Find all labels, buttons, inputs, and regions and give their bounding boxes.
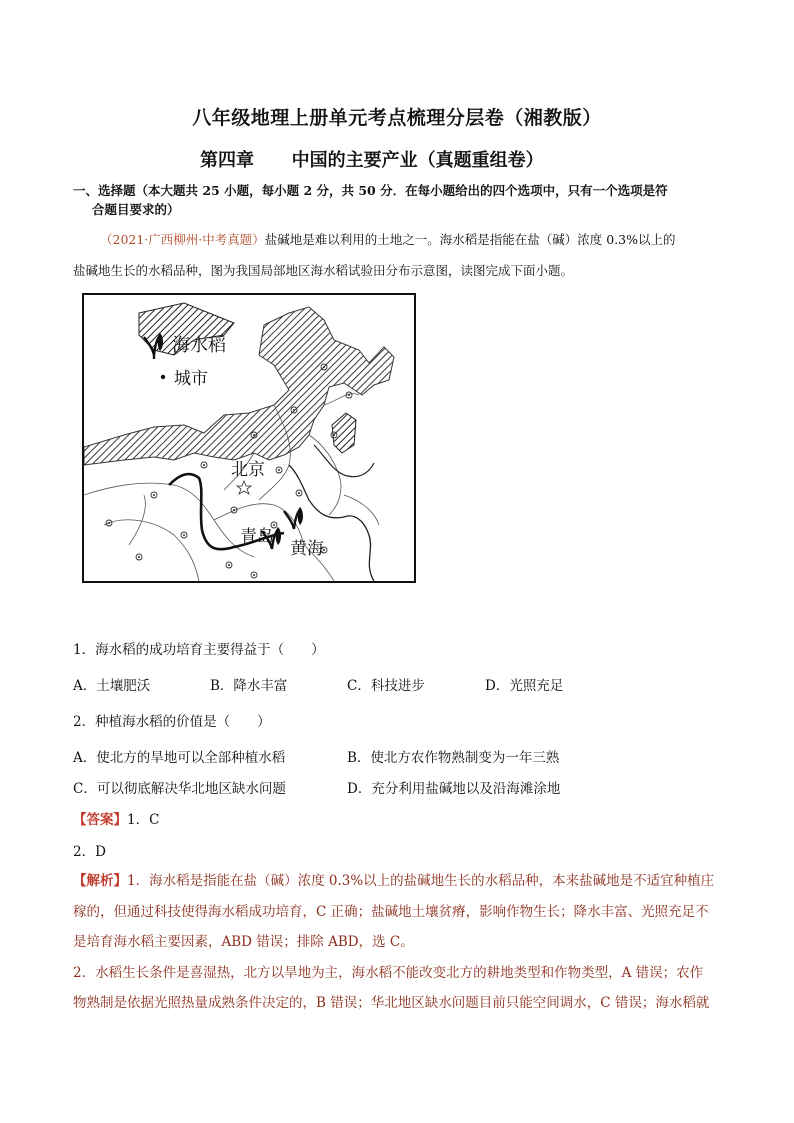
rice-icon-north bbox=[284, 507, 303, 529]
yellow-sea-label: 黄海 bbox=[290, 539, 324, 559]
analysis-block bbox=[73, 866, 727, 1019]
chapter-heading bbox=[200, 146, 544, 172]
legend-rice-label: 海水稻 bbox=[172, 335, 226, 356]
question-2-option-c: C．可以彻底解决华北地区缺水问题 bbox=[73, 781, 286, 797]
answer-1: 1．C bbox=[127, 812, 160, 828]
question-2-option-a: A．使北方的旱地可以全部种植水稻 bbox=[73, 750, 286, 766]
intro-text-1: 盐碱地是难以利用的土地之一。海水稻是指能在盐（碱）浓度 0.3%以上的 bbox=[264, 232, 676, 247]
beijing-label: 北京 bbox=[231, 460, 265, 480]
section-instructions bbox=[73, 181, 723, 219]
map-figure bbox=[82, 293, 416, 583]
coastline bbox=[289, 465, 374, 581]
legend-city-dot bbox=[161, 375, 165, 379]
question-1-option-b: B．降水丰富 bbox=[210, 678, 288, 694]
analysis-line-1 bbox=[73, 866, 727, 897]
analysis-p1-l1: 1．海水稻是指能在盐（碱）浓度 0.3%以上的盐碱地生长的水稻品种，本来盐碱地是不适宜种植庄 bbox=[127, 873, 715, 889]
question-1-stem: 1．海水稻的成功培育主要得益于（ ） bbox=[73, 642, 325, 658]
answer-line-1 bbox=[73, 808, 159, 828]
intro-line-2: 盐碱地生长的水稻品种，图为我国局部地区海水稻试验田分布示意图，读图完成下面小题。 bbox=[73, 263, 574, 278]
section-line-1: 一、选择题（本大题共 25 小题，每小题 2 分，共 50 分．在每小题给出的四个选项中，只有一个选项是符 bbox=[73, 183, 668, 198]
analysis-p2-l2: 物熟制是依据光照热量成熟条件决定的，B 错误；华北地区缺水问题目前只能空间调水，C 错误；海水稻就 bbox=[73, 995, 710, 1011]
question-1-option-a: A．土壤肥沃 bbox=[73, 678, 151, 694]
intro-line-1 bbox=[73, 224, 727, 255]
analysis-p1-l2: 稼的，但通过科技使得海水稻成功培育，C 正确；盐碱地土壤贫瘠，影响作物生长；降水丰富、光照充足不 bbox=[73, 903, 709, 920]
answer-tag: 【答案】 bbox=[73, 812, 127, 828]
answer-2: 2．D bbox=[73, 844, 106, 860]
qingdao-label: 青岛 bbox=[240, 527, 274, 547]
question-1-option-c: C．科技进步 bbox=[347, 678, 425, 694]
capital-star-icon bbox=[237, 481, 251, 494]
question-1-option-d: D．光照充足 bbox=[485, 678, 564, 694]
legend-city-label: 城市 bbox=[174, 369, 208, 389]
question-source: （2021·广西柳州·中考真题） bbox=[100, 232, 265, 247]
chapter-number: 第四章 bbox=[200, 150, 254, 171]
question-2-option-b: B．使北方农作物熟制变为一年三熟 bbox=[347, 750, 560, 766]
analysis-p2-l1: 2．水稻生长条件是喜湿热，北方以旱地为主，海水稻不能改变北方的耕地类型和作物类型，A 错误；农作 bbox=[73, 964, 704, 981]
question-intro bbox=[73, 224, 727, 286]
chapter-title: 中国的主要产业（真题重组卷） bbox=[291, 150, 544, 171]
question-2-stem: 2．种植海水稻的价值是（ ） bbox=[73, 714, 271, 730]
document-title: 八年级地理上册单元考点梳理分层卷（湘教版） bbox=[192, 107, 602, 129]
question-2-option-d: D．充分利用盐碱地以及沿海滩涂地 bbox=[347, 781, 561, 797]
map-svg bbox=[84, 295, 414, 581]
section-line-2: 合题目要求的） bbox=[92, 202, 180, 217]
analysis-p1-l3: 是培育海水稻主要因素，ABD 错误；排除 ABD，选 C。 bbox=[73, 934, 414, 950]
analysis-tag: 【解析】 bbox=[73, 873, 127, 889]
